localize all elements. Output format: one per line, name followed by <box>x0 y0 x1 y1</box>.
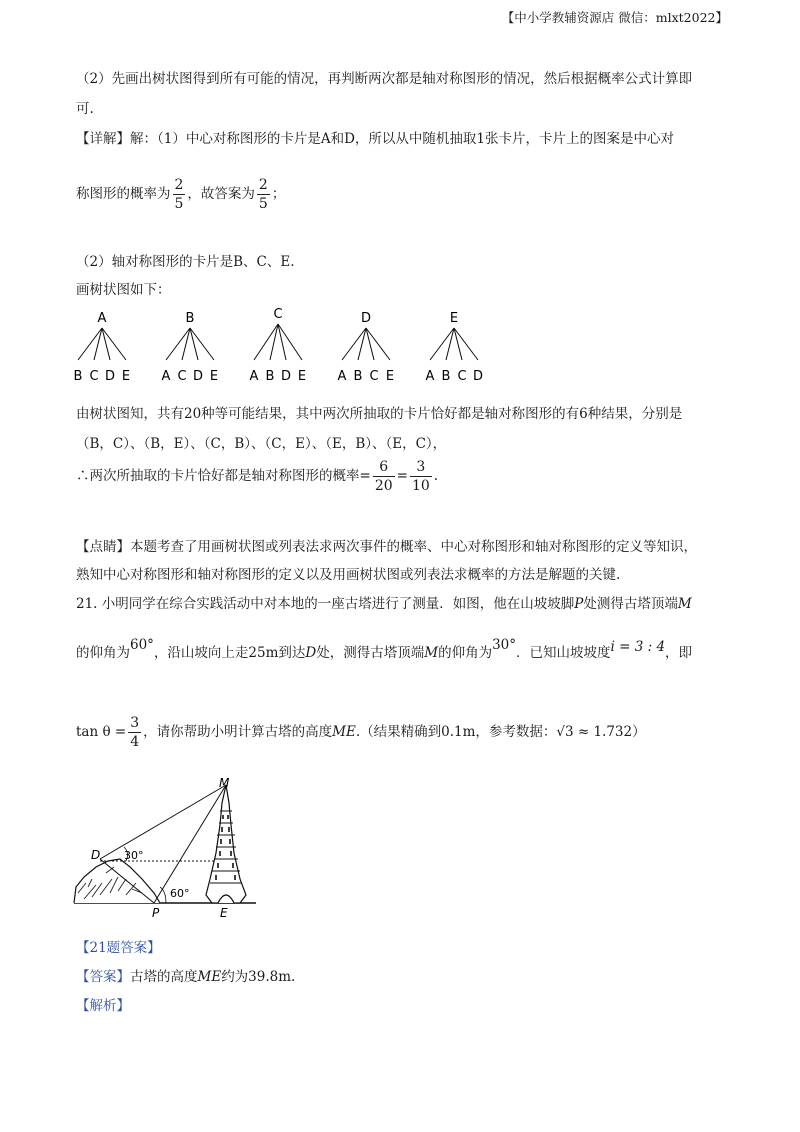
q21-line-2: 的仰角为60°，沿山坡向上走25m到达D处，测得古塔顶端M的仰角为30°．已知山坡坡度i = 3 : 4，即 <box>76 637 693 661</box>
result-line-2: （B，C）、（B，E）、（C，B）、（C，E）、（E，B）、（E，C）， <box>76 436 447 452</box>
tree-leaf: C <box>177 369 187 384</box>
fraction-6-20: $\frac{6}{20}$ <box>374 459 393 494</box>
hint-line-1: （2）先画出树状图得到所有可能的情况，再判断两次都是轴对称图形的情况，然后根据概率公式计算即 <box>76 71 693 87</box>
tree-leaf: D <box>192 369 204 384</box>
label-e: E <box>220 906 228 920</box>
fraction-2-5-a: $\frac{2}{5}$ <box>174 177 184 212</box>
tree-leaf: B <box>441 369 451 384</box>
label-d: D <box>91 848 101 862</box>
detail-line-2: 称图形的概率为 $\frac{2}{5}$ ，故答案为 $\frac{2}{5}$ ； <box>76 177 286 212</box>
angle-30-label: 30° <box>124 849 144 862</box>
tree-root: A <box>97 311 107 326</box>
hint-line-2: 可. <box>76 101 94 117</box>
fraction-2-5-b: $\frac{2}{5}$ <box>258 177 268 212</box>
tree-leaf: B <box>353 369 363 384</box>
tree-diagram <box>66 304 506 386</box>
angle-60-label: 60° <box>170 887 190 900</box>
answer-line: 【答案】古塔的高度ME约为39.8m. <box>76 969 296 985</box>
tree-leaf: B <box>73 369 83 384</box>
pagoda-figure <box>70 775 260 920</box>
tree-root: C <box>273 307 283 322</box>
tree-leaf: A <box>161 369 171 384</box>
tree-leaf: E <box>297 369 307 384</box>
tree-leaf: A <box>249 369 259 384</box>
fraction-3-10: $\frac{3}{10}$ <box>411 459 430 494</box>
q21-line-1: 21. 小明同学在综合实践活动中对本地的一座古塔进行了测量．如图，他在山坡坡脚P处测得古塔顶端M <box>76 596 692 612</box>
tree-leaf: D <box>472 369 484 384</box>
tree-root: D <box>360 311 372 326</box>
tree-leaf: A <box>337 369 347 384</box>
tree-leaf: D <box>280 369 292 384</box>
tree-leaf: E <box>209 369 219 384</box>
tree-root: E <box>449 311 459 326</box>
tree-leaf: C <box>369 369 379 384</box>
tree-leaf: B <box>265 369 275 384</box>
comment-line-1: 【点睛】本题考查了用画树状图或列表法求两次事件的概率、中心对称图形和轴对称图形的定义等知识， <box>76 539 697 555</box>
tree-leaf: E <box>385 369 395 384</box>
page-header: 【中小学教辅资源店 微信：mlxt2022】 <box>501 10 728 25</box>
tree-root: B <box>185 311 195 326</box>
probability-line: ∴两次所抽取的卡片恰好都是轴对称图形的概率= $\frac{6}{20}$ = $\frac{3}{10}$ . <box>76 459 439 494</box>
q21-line-3: tan θ = $\frac{3}{4}$ ，请你帮助小明计算古塔的高度ME.（结果精确到0.1m，参考数据：√3 ≈ 1.732） <box>76 715 646 750</box>
answer-section-title: 【21题答案】 <box>76 940 161 956</box>
tree-leaf: A <box>425 369 435 384</box>
tree-leaf: C <box>89 369 99 384</box>
part2-line: （2）轴对称图形的卡片是B、C、E. <box>76 254 295 270</box>
result-line-1: 由树状图知，共有20种等可能结果，其中两次所抽取的卡片恰好都是轴对称图形的有6种结果，分别是 <box>76 406 683 422</box>
detail-line-1: 【详解】解：（1）中心对称图形的卡片是A和D，所以从中随机抽取1张卡片，卡片上的图案是中心对 <box>76 131 674 147</box>
tree-leaf: D <box>104 369 116 384</box>
tree-intro: 画树状图如下： <box>76 282 171 298</box>
tree-leaf: E <box>121 369 131 384</box>
label-m: M <box>219 776 230 790</box>
tree-leaf: C <box>457 369 467 384</box>
fraction-3-4: $\frac{3}{4}$ <box>130 715 140 750</box>
comment-line-2: 熟知中心对称图形和轴对称图形的定义以及用画树状图或列表法求概率的方法是解题的关键. <box>76 567 621 583</box>
analysis-title: 【解析】 <box>76 998 130 1014</box>
label-p: P <box>152 906 160 920</box>
